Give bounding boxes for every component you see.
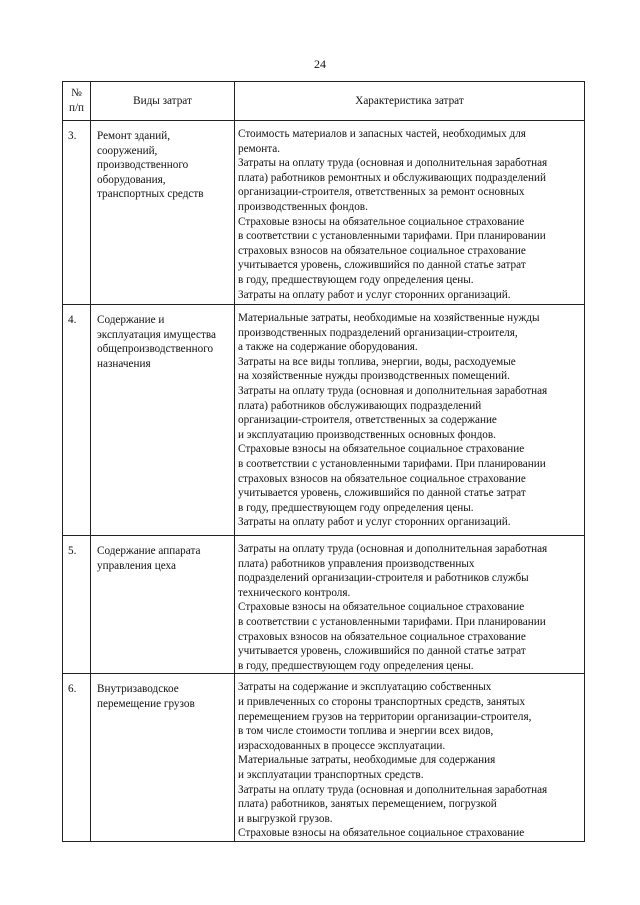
cost-type-line: общепроизводственного	[97, 343, 214, 356]
cost-types-table	[62, 81, 585, 842]
cost-type-line: Внутризаводское	[97, 683, 179, 696]
cost-description-line: учитывается уровень, сложившийся по данной статье затрат	[238, 645, 526, 658]
row-number: 3.	[63, 121, 91, 305]
cost-description-line: и выгрузкой грузов.	[238, 812, 333, 825]
cost-description-cell	[235, 536, 585, 674]
cost-description-line: Стоимость материалов и запасных частей, необходимых для	[238, 128, 526, 140]
header-number: № п/п	[63, 82, 91, 121]
cost-description-line: и эксплуатацию производственных основных фондов.	[238, 428, 496, 441]
cost-type-line: Содержание аппарата	[97, 545, 201, 557]
table-row	[63, 536, 585, 674]
cost-description-line: ремонта.	[238, 142, 281, 155]
cost-description-line: Страховые взносы на обязательное социальное страхование	[238, 215, 525, 228]
table-row	[63, 121, 585, 305]
cost-description-cell	[235, 121, 585, 305]
table-header-row	[63, 82, 585, 121]
cost-type-line: оборудования,	[97, 173, 166, 186]
cost-description-line: плата) работников обслуживающих подразделений	[238, 399, 482, 412]
cost-type-line: Содержание и	[97, 314, 165, 326]
cost-description-line: Материальные затраты, необходимые для содержания	[238, 754, 496, 767]
table-row	[63, 674, 585, 842]
cost-type-cell	[91, 305, 235, 536]
cost-description-line: в году, предшествующем году определения цены.	[238, 659, 474, 672]
cost-description-line: учитывается уровень, сложившийся по данной статье затрат	[238, 487, 526, 500]
header-cost-description: Характеристика затрат	[235, 82, 585, 121]
cost-type-line: Ремонт зданий,	[97, 130, 171, 142]
cost-description-line: технического контроля.	[238, 586, 351, 599]
cost-description-line: страховых взносов на обязательное социальное страхование	[238, 244, 526, 257]
cost-description-line: Затраты на оплату труда (основная и дополнительная заработная	[238, 543, 548, 555]
cost-description-line: Затраты на все виды топлива, энергии, воды, расходуемые	[238, 355, 516, 368]
cost-description-line: а также на содержание оборудования.	[238, 341, 418, 354]
table-row	[63, 305, 585, 536]
cost-description-line: в году, предшествующем году определения цены.	[238, 501, 474, 514]
cost-description-line: Затраты на оплату работ и услуг сторонних организаций.	[238, 516, 511, 529]
cost-description-line: перемещением грузов на территории организации-строителя,	[238, 710, 532, 723]
cost-description-line: Затраты на оплату работ и услуг сторонних организаций.	[238, 288, 511, 301]
cost-description-line: Затраты на оплату труда (основная и дополнительная заработная	[238, 157, 548, 170]
cost-description-line: и эксплуатации транспортных средств.	[238, 768, 424, 781]
cost-description-line: в том числе стоимости топлива и энергии всех видов,	[238, 725, 494, 738]
cost-description-line: и привлеченных со стороны транспортных средств, занятых	[238, 695, 526, 708]
cost-description-cell	[235, 305, 585, 536]
cost-type-line: транспортных средств	[97, 188, 204, 201]
cost-description-line: организации-строителя, ответственных за содержание	[238, 414, 497, 427]
cost-type-line: перемещение грузов	[97, 697, 195, 710]
cost-description-line: на хозяйственные нужды производственных помещений.	[238, 370, 510, 383]
cost-description-line: учитывается уровень, сложившийся по данной статье затрат	[238, 259, 526, 272]
cost-description-line: подразделений организации-строителя и работников службы	[238, 572, 529, 585]
cost-description-line: израсходованных в процессе эксплуатации.	[238, 739, 446, 752]
header-cost-type: Виды затрат	[91, 82, 235, 121]
row-number: 5.	[63, 536, 91, 674]
cost-type-cell	[91, 121, 235, 305]
cost-description-line: Страховые взносы на обязательное социальное страхование	[238, 443, 525, 456]
cost-description-line: страховых взносов на обязательное социальное страхование	[238, 472, 526, 485]
cost-type-line: управления цеха	[97, 559, 176, 572]
cost-description-line: в году, предшествующем году определения цены.	[238, 273, 474, 286]
cost-description-line: в соответствии с установленными тарифами. При планировании	[238, 457, 546, 470]
cost-description-line: плата) работников ремонтных и обслуживающих подразделений	[238, 171, 546, 184]
cost-description-line: Затраты на оплату труда (основная и дополнительная заработная	[238, 783, 548, 796]
cost-description-line: Затраты на оплату труда (основная и дополнительная заработная	[238, 384, 548, 397]
cost-description-line: в соответствии с установленными тарифами. При планировании	[238, 615, 546, 628]
cost-description-line: Страховые взносы на обязательное социальное страхование	[238, 601, 525, 614]
cost-description-line: Страховые взносы на обязательное социальное страхование	[238, 827, 525, 840]
cost-type-line: производственного	[97, 159, 189, 172]
cost-type-line: сооружений,	[97, 144, 158, 157]
cost-description-line: страховых взносов на обязательное социальное страхование	[238, 630, 526, 643]
cost-description-line: организации-строителя, ответственных за ремонт основных	[238, 186, 525, 199]
row-number: 4.	[63, 305, 91, 536]
cost-description-line: производственных подразделений организации-строителя,	[238, 326, 518, 339]
cost-description-line: Затраты на содержание и эксплуатацию собственных	[238, 681, 492, 694]
row-number: 6.	[63, 674, 91, 842]
cost-description-line: производственных фондов.	[238, 200, 368, 213]
cost-type-cell	[91, 536, 235, 674]
cost-description-line: в соответствии с установленными тарифами. При планировании	[238, 230, 546, 243]
cost-description-line: Материальные затраты, необходимые на хозяйственные нужды	[238, 312, 540, 324]
page-number: 24	[314, 57, 326, 71]
cost-description-cell	[235, 674, 585, 842]
cost-description-line: плата) работников, занятых перемещением, погрузкой	[238, 798, 497, 811]
cost-type-cell	[91, 674, 235, 842]
cost-type-line: назначения	[97, 357, 151, 370]
cost-type-line: эксплуатация имущества	[97, 328, 216, 341]
cost-description-line: плата) работников управления производственных	[238, 557, 475, 570]
